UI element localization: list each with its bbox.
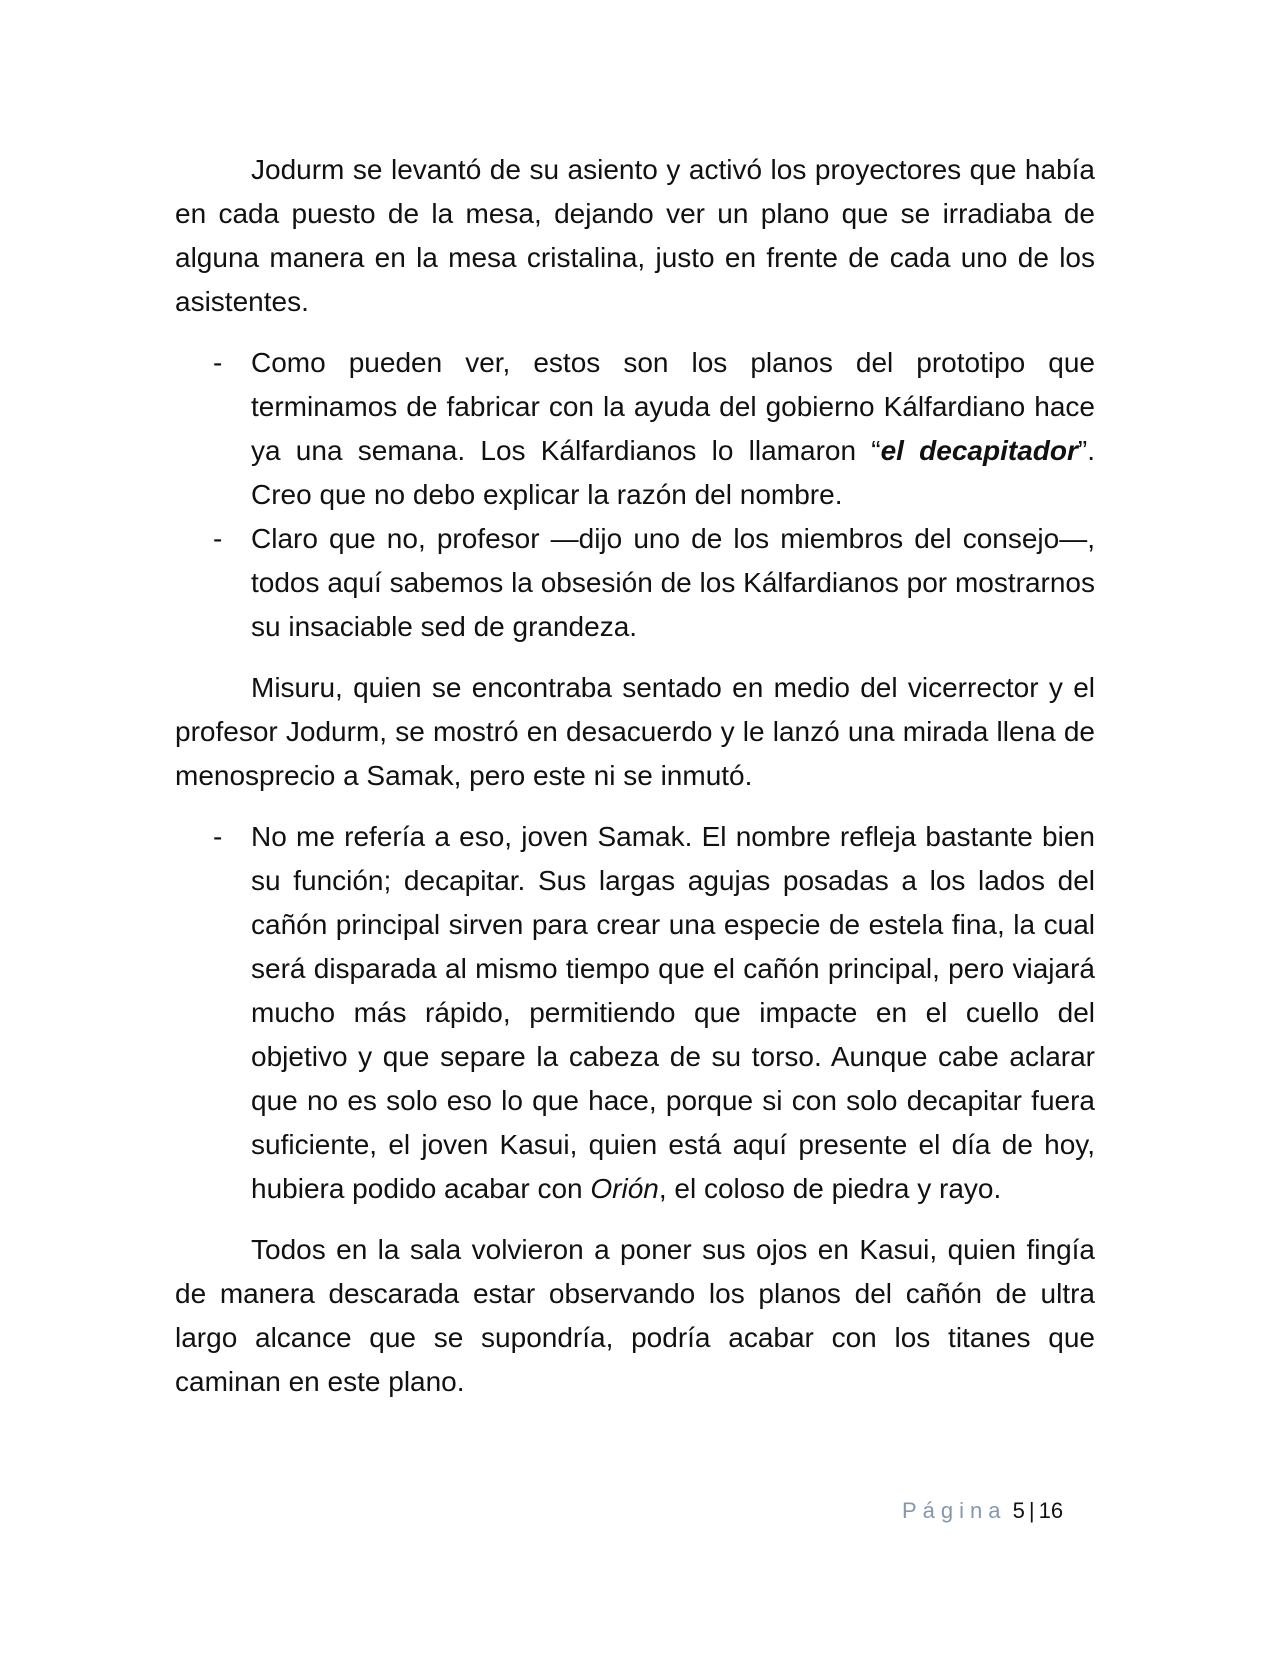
dialogue-line-2 [175,517,1095,649]
dialogue-text: ”. Creo que no debo explicar la razón del nombre. [251,435,1095,510]
emphasized-name: Orión [590,1173,659,1204]
emphasized-name: el decapitador [880,435,1078,466]
page-total: 16 [1038,1498,1064,1523]
dialogue-group-1 [175,341,1095,649]
dialogue-dash: - [213,523,223,554]
page-footer [902,1498,1063,1524]
dialogue-text: , el coloso de piedra y rayo. [658,1173,1002,1204]
dialogue-line-3 [175,815,1095,1211]
dialogue-text: No me refería a eso, joven Samak. El nombre refleja bastante bien su función; decapitar. Sus largas agujas posadas a los lados del cañón principal sirven para crear una especie de estela fina, la cual será disparada al mismo tiempo que el cañón principal, pero viajará mucho más rápido, permitiendo que impacte en el cuello del objetivo y que separe la cabeza de su torso. Aunque cabe aclarar que no es solo eso lo que hace, porque si con solo decapitar fuera suficiente, el joven Kasui, quien está aquí presente el día de hoy, hubiera podido acabar con [251,821,1095,1204]
page-number: 5 [1012,1498,1025,1523]
dialogue-dash: - [213,347,223,378]
paragraph-2: Misuru, quien se encontraba sentado en medio del vicerrector y el profesor Jodurm, se mostró en desacuerdo y le lanzó una mirada llena de menosprecio a Samak, pero este ni se inmutó. [175,672,1095,791]
dialogue-group-2 [175,815,1095,1211]
paragraph-3: Todos en la sala volvieron a poner sus ojos en Kasui, quien fingía de manera descarada estar observando los planos del cañón de ultra largo alcance que se supondría, podría acabar con los titanes que caminan en este plano. [175,1234,1095,1397]
page-body [175,148,1095,1421]
paragraph-1: Jodurm se levantó de su asiento y activó los proyectores que había en cada puesto de la mesa, dejando ver un plano que se irradiaba de alguna manera en la mesa cristalina, justo en frente de cada uno de los asistentes. [175,154,1095,317]
dialogue-dash: - [213,821,223,852]
page-label: Página [902,1498,1007,1523]
dialogue-text: Como pueden ver, estos son los planos del prototipo que terminamos de fabricar con la ayuda del gobierno Kálfardiano hace ya una semana. Los Kálfardianos lo llamaron “ [251,347,1095,466]
dialogue-line-1 [175,341,1095,517]
dialogue-text: Claro que no, profesor —dijo uno de los miembros del consejo—, todos aquí sabemos la obsesión de los Kálfardianos por mostrarnos su insaciable sed de grandeza. [251,523,1095,642]
page-separator: | [1028,1498,1035,1523]
